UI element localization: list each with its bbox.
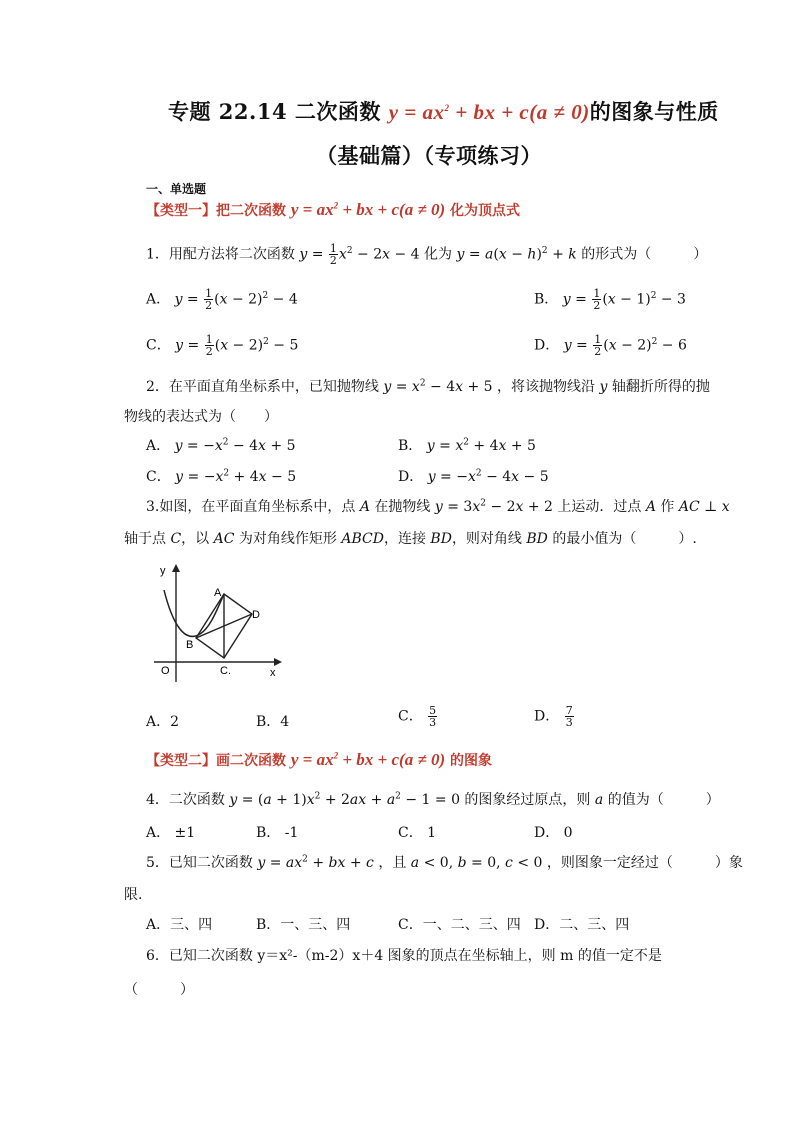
question-4-option-c[interactable]: C． 1 (398, 825, 437, 841)
question-5-option-a[interactable]: A．三、四 (146, 917, 213, 933)
question-1-stem: 1．用配方法将二次函数 y = $\frac{1}{2}$ $x^2 - 2x - 4$ 化为 $y = a(x - h)^2 + k$ 的形式为（ ） (146, 242, 708, 267)
title-formula: $y = ax^2$ + bx + c(a ≠ 0) (388, 100, 590, 124)
question-2-option-a[interactable]: A． $y = -x^2 - 4x + 5$ (146, 437, 296, 454)
figure-label-d: D (252, 609, 260, 621)
question-2-stem-line1: 2．在平面直角坐标系中，已知抛物线 $y = x^2 - 4x + 5$ ，将该抛物线沿 y 轴翻折所得的抛 (146, 378, 710, 395)
question-2-stem-line2: 物线的表达式为（ ） (124, 409, 278, 425)
figure-label-c: C. (220, 665, 231, 677)
type-one-formula: $y = ax^2$ + bx + c(a ≠ 0) (290, 200, 446, 219)
question-1-option-c[interactable]: C． y = $\frac{1}{2}$ $(x - 2)^2 - 5$ (146, 333, 299, 358)
question-3-stem-line2: 轴于点 C，以 AC 为对角线作矩形 ABCD，连接 BD，则对角线 BD 的最小值为（ ）. (124, 531, 697, 547)
type-two-label: 【类型二】画二次函数 (146, 753, 291, 769)
question-4-option-b[interactable]: B． -1 (256, 825, 299, 841)
type-one-suffix: 化为顶点式 (445, 203, 521, 219)
question-1-option-d[interactable]: D． y = $\frac{1}{2}$ $(x - 2)^2 - 6$ (534, 333, 687, 358)
question-5-option-d[interactable]: D．二、三、四 (534, 917, 630, 933)
question-2-option-b[interactable]: B． $y = x^2 + 4x + 5$ (398, 437, 536, 454)
title-suffix: 的图象与性质 (589, 99, 719, 124)
figure-label-a: A (214, 587, 222, 599)
question-5-stem-line1: 5．已知二次函数 $y = ax^2$ + bx + c ，且 a < 0, b = 0, c < 0 ，则图象一定经过（ ）象 (146, 854, 743, 871)
question-3-option-c[interactable]: C． $\frac{5}{3}$ (398, 704, 437, 729)
figure-label-x: x (270, 667, 276, 679)
figure-y-arrow (172, 564, 180, 572)
title-prefix: 专题 22.14 二次函数 (168, 99, 389, 124)
question-4-stem: 4．二次函数 $y = (a + 1)x^2 + 2ax + a^2 - 1 = 0$ 的图象经过原点，则 a 的值为（ ） (146, 791, 720, 808)
question-5-stem-line2: 限. (124, 887, 143, 903)
type-one-heading (146, 200, 520, 220)
page-subtitle: （基础篇）（专项练习） (316, 143, 542, 168)
type-one-label: 【类型一】把二次函数 (146, 203, 291, 219)
section-heading: 一、单选题 (146, 182, 207, 196)
figure-label-b: B (186, 639, 194, 651)
question-6-stem-line2: （ ） (124, 982, 194, 998)
figure-label-o: O (161, 665, 170, 677)
question-5-option-c[interactable]: C．一、二、三、四 (398, 917, 521, 933)
question-3-option-d[interactable]: D． $\frac{7}{3}$ (534, 704, 573, 729)
question-2-option-d[interactable]: D． $y = -x^2 - 4x - 5$ (398, 468, 549, 485)
question-1-option-b[interactable]: B． y = $\frac{1}{2}$ $(x - 1)^2 - 3$ (534, 287, 686, 312)
figure-label-y: y (160, 565, 166, 577)
type-two-formula: $y = ax^2$ + bx + c(a ≠ 0) (290, 750, 446, 769)
question-2-option-c[interactable]: C． $y = -x^2 + 4x - 5$ (146, 468, 297, 485)
type-two-heading (146, 750, 492, 770)
question-3-option-b[interactable]: B．4 (256, 714, 290, 730)
question-1-option-a[interactable]: A． y = $\frac{1}{2}$ $(x - 2)^2 - 4$ (146, 287, 298, 312)
type-two-suffix: 的图象 (445, 753, 493, 769)
question-3-option-a[interactable]: A．2 (146, 714, 180, 730)
question-6-stem-line1: 6．已知二次函数 y＝x²-（m-2）x＋4 图象的顶点在坐标轴上，则 m 的值一定不是 (146, 948, 662, 964)
question-3-stem-line1: 3.如图，在平面直角坐标系中，点 A 在抛物线 $y = 3x^2 - 2x + 2$ 上运动．过点 A 作 AC ⊥ x (146, 498, 730, 515)
question-3-figure (146, 562, 286, 686)
question-4-option-a[interactable]: A． ±1 (146, 825, 196, 841)
question-4-option-d[interactable]: D． 0 (534, 825, 573, 841)
page-title (168, 96, 719, 126)
question-5-option-b[interactable]: B．一、三、四 (256, 917, 351, 933)
figure-x-arrow (274, 658, 282, 666)
